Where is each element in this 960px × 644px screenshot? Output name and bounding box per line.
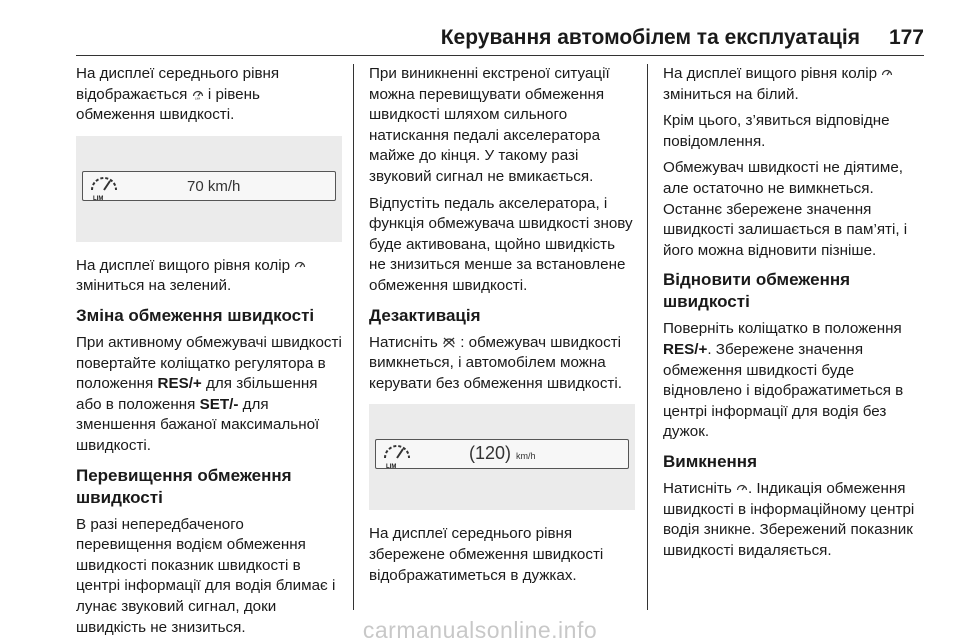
- section-heading: Зміна обмеження швидкості: [76, 305, 315, 325]
- paragraph: При активному обмежувачі швидкості повертайте коліщатко регулятора в положення RES/+ для збільшення або в положення SET/- для зменшення бажаної максимальної швидкості.: [76, 333, 342, 454]
- paragraph: На дисплеї вищого рівня колір зміниться на білий.: [663, 64, 929, 105]
- column-divider-1: [353, 64, 354, 610]
- paragraph: На дисплеї середнього рівня збережене обмеження швидкості відображатиметься в дужках.: [369, 525, 604, 584]
- paragraph: На дисплеї вищого рівня колір зміниться на зелений.: [76, 256, 342, 297]
- watermark: carmanualsonline.info: [362, 617, 598, 643]
- speed-limiter-icon: [881, 67, 893, 79]
- display-illustration-2: [369, 404, 635, 510]
- section-heading: Вимкнення: [663, 451, 757, 471]
- paragraph: На дисплеї середнього рівня відображається LIM і рівень обмеження швидкості.: [76, 65, 280, 124]
- header-divider: [76, 55, 924, 56]
- speed-display: [375, 439, 629, 469]
- paragraph: В разі непередбаченого перевищення водієм обмеження швидкості показник швидкості в центрі інформації для водія блимає і лунає звуковий сигнал, доки швидкість не знизиться.: [76, 515, 336, 636]
- paragraph: Крім цього, з’явиться відповідне повідомлення.: [663, 112, 890, 150]
- column-1: [76, 64, 342, 644]
- section-heading: Дезактивація: [369, 305, 481, 325]
- speed-limiter-icon: [192, 88, 204, 100]
- speed-limiter-icon: [294, 259, 306, 271]
- paragraph: Обмежувач швидкості не діятиме, але остаточно не вимкнеться. Останнє збережене значення швидкості залишається в пам’яті, і його можна відновити пізніше.: [663, 159, 908, 259]
- paragraph: Натисніть : обмежувач швидкості вимкнеться, і автомобілем можна керувати без обмеження швидкості.: [369, 333, 622, 392]
- page-title: Керування автомобілем та експлуатація: [440, 26, 860, 49]
- display-illustration-1: [76, 136, 342, 242]
- section-heading: Перевищення обмеження швидкості: [76, 465, 292, 507]
- paragraph: Відпустіть педаль акселератора, і функція обмежувача швидкості знову буде активована, щойно швидкість не знизиться менше за встановлене обмеження швидкості.: [369, 194, 633, 294]
- paragraph: При виникненні екстреної ситуації можна перевищувати обмеження швидкості шляхом сильного натискання педалі акселератора майже до кінця. У такому разі звуковий сигнал не вмикається.: [369, 65, 610, 185]
- svg-text:LIM: LIM: [194, 96, 200, 100]
- paragraph: Поверніть коліщатко в положення RES/+. Збережене значення обмеження швидкості буде відновлено і відображатиметься в центрі інформації для водія без дужок.: [663, 320, 904, 441]
- speed-limiter-button-icon: [736, 482, 748, 494]
- section-heading: Відновити обмеження швидкості: [663, 270, 851, 312]
- column-2: [369, 64, 635, 592]
- page-header: [0, 0, 960, 54]
- lim-label: LIM: [93, 195, 104, 202]
- speed-display: [82, 171, 336, 201]
- page-number: 177: [888, 26, 924, 49]
- column-divider-2: [647, 64, 648, 610]
- paragraph: Натисніть . Індикація обмеження швидкості в інформаційному центрі водія зникне. Збережений показник швидкості видаляється.: [663, 479, 915, 559]
- limiter-off-button-icon: [442, 336, 456, 348]
- speed-value: (120) km/h: [469, 443, 536, 464]
- speed-value: 70 km/h: [187, 177, 241, 195]
- column-3: [663, 64, 929, 567]
- lim-label: LIM: [386, 464, 397, 471]
